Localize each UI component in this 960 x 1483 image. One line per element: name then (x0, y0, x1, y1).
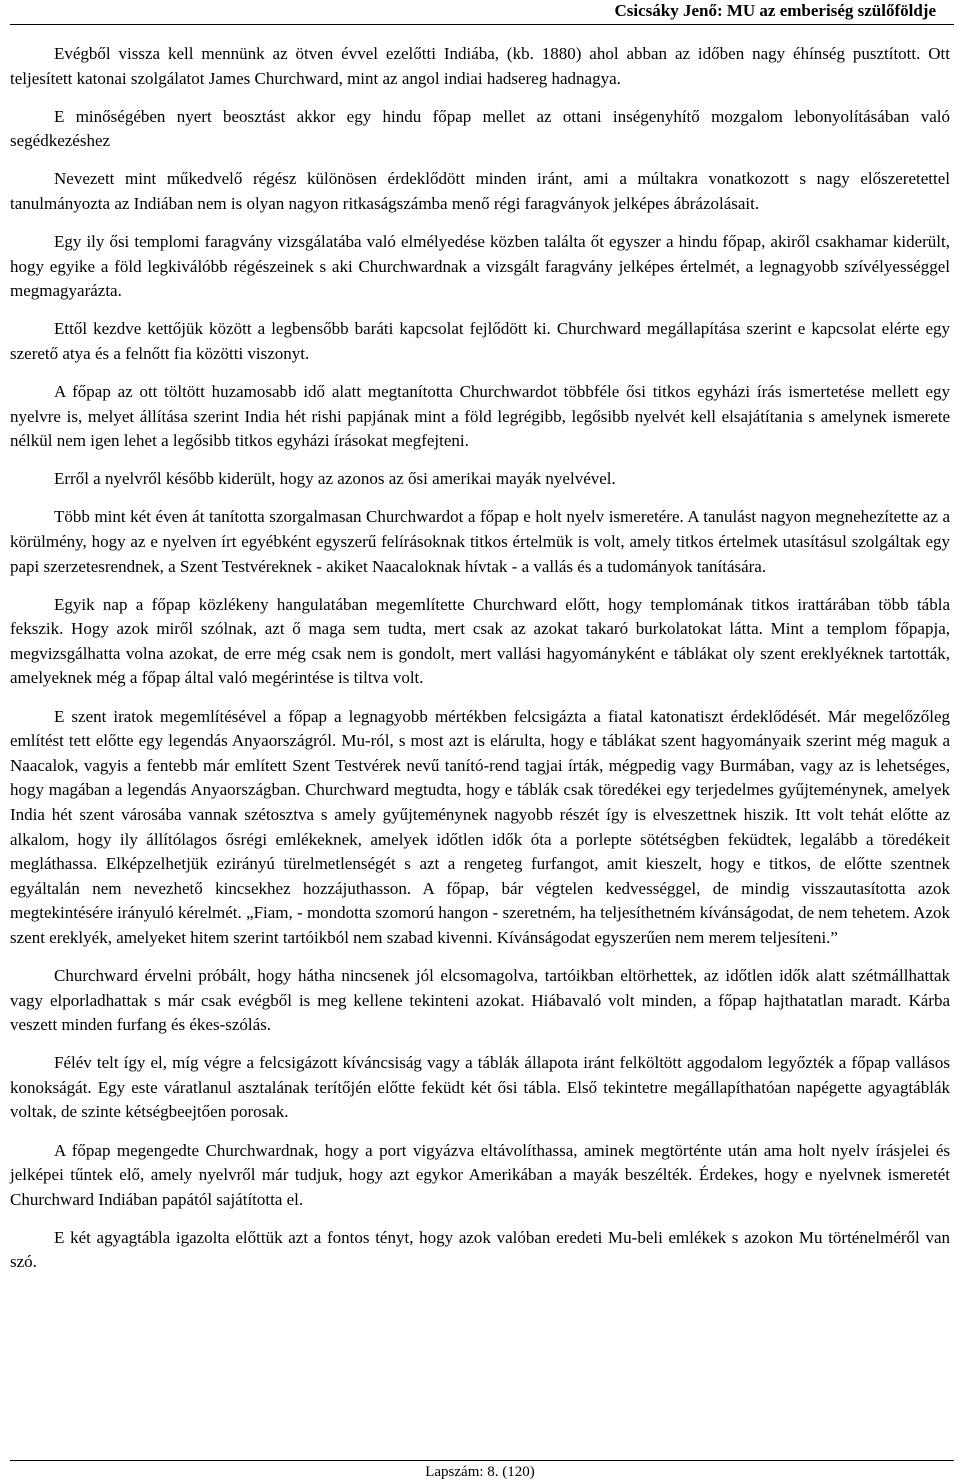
paragraph-6: A főpap az ott töltött huzamosabb idő alatt megtanította Churchwardot többféle ősi titkos egyházi írás ismertetése mellett egy nyelvre is, melyet állítása szerint India hét rishi papjának mint a föld legrégibb, legősibb nyelvét kell elsajátítania s amelynek ismerete nélkül nem igen lehet a legősibb titkos egyházi írásokat megfejteni. (10, 382, 950, 451)
page-header (0, 0, 960, 28)
paragraph-2: E minőségében nyert beosztást akkor egy hindu főpap mellet az ottani inségenyhítő mozgalom lebonyolításában való segédkezéshez (10, 106, 950, 151)
paragraph-9: Egyik nap a főpap közlékeny hangulatában megemlítette Churchward előtt, hogy templomának titkos irattárában több tábla fekszik. Hogy azok miről szólnak, azt ő maga sem tudta, mert csak az azokat takaró burkolatokat látta. Mint a templom főpapja, megvizsgálhatta volna azokat, de erre még csak nem is gondolt, mert vallási hagyományként e táblákat oly szent ereklyéknek tartották, amelyeknek még a főpap által való megérintése is tiltva volt. (10, 594, 950, 688)
paragraph-8: Több mint két éven át tanította szorgalmasan Churchwardot a főpap e holt nyelv ismeretére. A tanulást nagyon megnehezítette az a körülmény, hogy az e nyelven írt egyébként egyszerű felírásoknak titkos értelmük is volt, amely titkos értelmek utasításul szolgáltak egy papi szerzetesrendnek, a Szent Testvéreknek - akiket Naacaloknak hívtak - a vallás és a tudományok tanítására. (10, 507, 950, 576)
paragraph-1: Evégből vissza kell mennünk az ötven évvel ezelőtti Indiába, (kb. 1880) ahol abban az időben nagy éhínség pusztított. Ott teljesített katonai szolgálatot James Churchward, mint az angol indiai hadsereg hadnagya. (10, 44, 950, 88)
footer-divider (10, 1460, 954, 1461)
paragraph-7: Erről a nyelvről később kiderült, hogy az azonos az ősi amerikai mayák nyelvével. (54, 469, 616, 489)
paragraph-5: Ettől kezdve kettőjük között a legbensőbb baráti kapcsolat fejlődött ki. Churchward megállapítása szerint e kapcsolat elérte egy szerető atya és a felnőtt fia közötti viszonyt. (10, 319, 950, 363)
paragraph-13: A főpap megengedte Churchwardnak, hogy a port vigyázva eltávolíthassa, aminek megtörténte után ama holt nyelv írásjelei és jelképei tűntek elő, amely nyelvről már tudjuk, hogy azt egykor Amerikában a mayák beszélték. Érdekes, hogy e nyelvnek ismeretét Churchward Indiában papától sajátította el. (10, 1140, 950, 1209)
paragraph-11: Churchward érvelni próbált, hogy hátha nincsenek jól elcsomagolva, tartóikban eltörhettek, az időtlen idők alatt szétmállhattak vagy elporladhattak s már csak evégből is meg kellene tekinteni azokat. Hiábavaló volt minden, a főpap hajthatatlan maradt. Kárba veszett minden furfang és ékes-szólás. (10, 966, 950, 1035)
paragraph-14: E két agyagtábla igazolta előttük azt a fontos tényt, hogy azok valóban eredeti Mu-beli emlékek s azokon Mu történelméről van szó. (10, 1227, 950, 1272)
document-body (10, 42, 950, 1289)
running-header-title: Csicsáky Jenő: MU az emberiség szülőföldje (614, 1, 936, 20)
paragraph-4: Egy ily ősi templomi faragvány vizsgálatába való elmélyedése közben találta őt egyszer a hindu főpap, akiről csakhamar kiderült, hogy egyike a föld legkiválóbb régészeinek s aki Churchwardnak a vizsgált faragvány jelképes értelmét, a legnagyobb szívélyességgel megmagyarázta. (10, 232, 950, 301)
paragraph-12: Félév telt így el, míg végre a felcsigázott kíváncsiság vagy a táblák állapota iránt felköltött aggodalom legyőzték a főpap vallásos konokságát. Egy este váratlanul asztalának terítőjén előtte feküdt két ősi tábla. Első tekintetre megállapíthatóan napégette agyagtáblák voltak, de szinte kétségbeejtően porosak. (10, 1053, 950, 1122)
paragraph-10: E szent iratok megemlítésével a főpap a legnagyobb mértékben felcsigázta a fiatal katonatiszt érdeklődését. Már megelőzőleg említést tett előtte egy legendás Anyaországról. Mu-ról, s most azt is elárulta, hogy e táblákat szent hagyományaik szerint még maguk a Naacalok, vagyis a fentebb már említett Szent Testvérek nevű tanító-rend tagjai írták, mégpedig vagy Burmában, vagy az is lehetséges, hogy magában a legendás Anyaországban. Churchward megtudta, hogy e táblák csak töredékei egy terjedelmes gyűjteménynek, amelyek India hét szent városába vannak szétosztva s amely gyűjteménynek nagyobb részét így is elveszettnek hiszik. Itt volt tehát előtte az alkalom, hogy ily állítólagos ősrégi emlékeknek, amelyek időtlen idők óta a porlepte sötétségben feküdtek, legalább a töredékeit megláthassa. Elképzelhetjük ezirányú türelmetlenségét s azt a rengeteg furfangot, amit kieszelt, hogy e titkos, de előtte szentnek egyáltalán nem nevezhető kincsekhez hozzájuthasson. A főpap, bár végtelen kedvességgel, de mindig visszautasította azok megtekintésére irányuló kérelmét. „Fiam, - mondotta szomorú hangon - szeretném, ha teljesíthetném kívánságodat, de nem tehetem. Azok szent ereklyék, amelyeket hitem szerint tartóikból nem szabad kivenni. Kívánságodat egyszerűen nem merem teljesíteni.” (10, 706, 950, 947)
page-number: Lapszám: 8. (120) (425, 1464, 535, 1480)
header-divider (10, 24, 954, 25)
page-footer (0, 1448, 960, 1483)
paragraph-3: Nevezett mint műkedvelő régész különösen érdeklődött minden iránt, ami a múltakra vonatkozott s nagy előszeretettel tanulmányozta az Indiában nem is olyan nagyon ritkaságszámba menő régi faragványok jelképes ábrázolásait. (10, 169, 950, 213)
